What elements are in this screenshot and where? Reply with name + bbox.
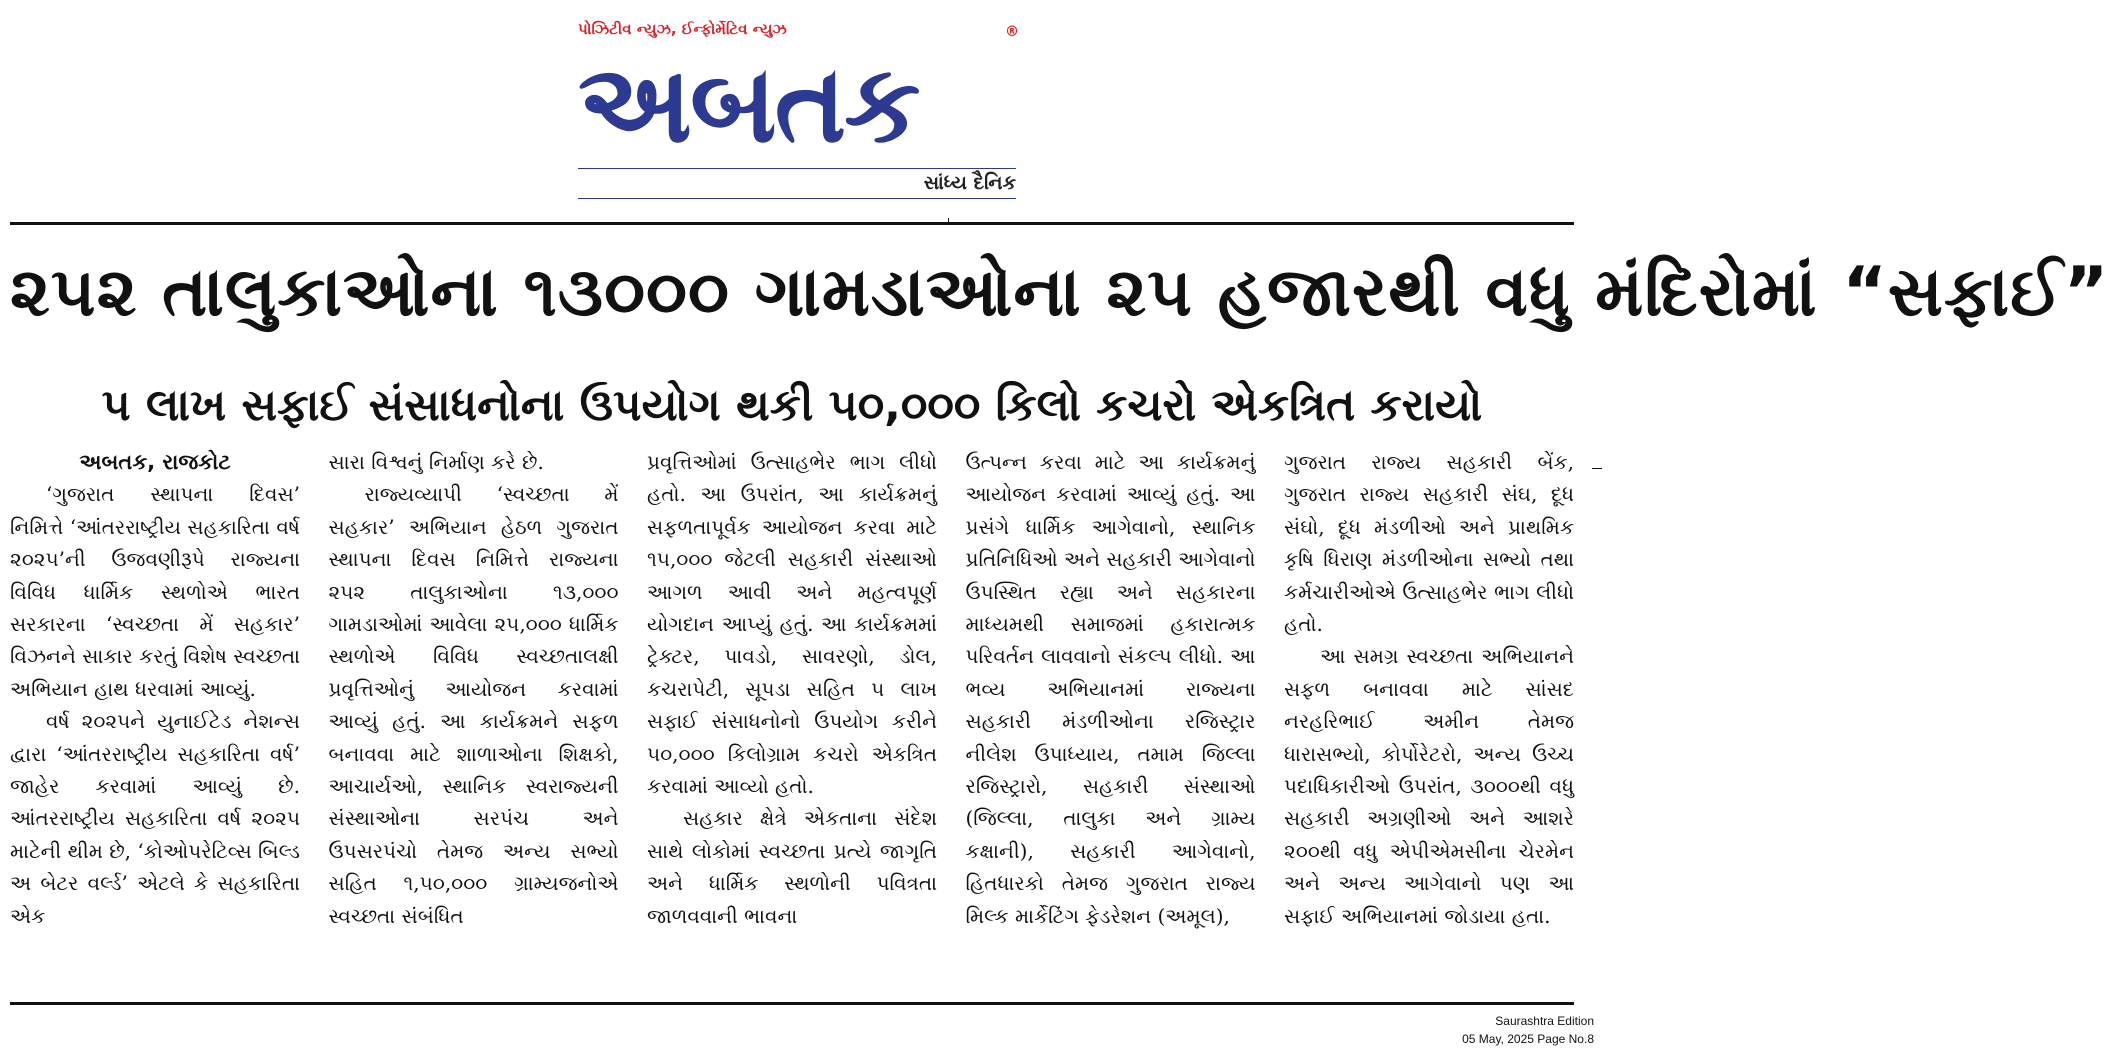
- article-headline: ૨૫૨ તાલુકાઓના ૧૩૦૦૦ ગામડાઓના ૨૫ હજારથી વધુ મંદિરોમાં “સફાઈ”: [10, 253, 2109, 332]
- article-paragraph: સારા વિશ્વનું નિર્માણ કરે છે.: [328, 450, 544, 474]
- article-paragraph: રાજ્યવ્યાપી ‘સ્વચ્છતા મેં સહકાર’ અભિયાન હેઠળ ગુજરાત સ્થાપના દિવસ નિમિત્તે રાજ્યના ૨૫૨ તાલુકાઓના ૧૩,૦૦૦ ગામડાઓમાં આવેલા ૨૫,૦૦૦ ધાર્મિક સ્થળોએ વિવિધ સ્વચ્છતાલક્ષી પ્રવૃત્તિઓનું આયોજન કરવામાં આવ્યું હતું. આ કાર્યક્રમને સફળ બનાવવા માટે શાળાઓના શિક્ષકો, આચાર્યઓ, સ્થાનિક સ્વરાજ્યની સંસ્થાઓના સરપંચ અને ઉપસરપંચો તેમજ અન્ય સભ્યો સહિત ૧,૫૦,૦૦૦ ગ્રામ્યજનોએ સ્વચ્છતા સંબંધિત: [328, 482, 619, 928]
- article-column-3: [647, 446, 937, 994]
- top-divider: [10, 222, 1574, 225]
- page-footer: [1294, 1012, 1594, 1048]
- edition-type-label: સાંધ્ય દૈનિક: [923, 172, 1016, 194]
- bottom-divider: [10, 1002, 1574, 1005]
- article-paragraph: ‘ગુજરાત સ્થાપના દિવસ’ નિમિત્તે ‘આંતરરાષ્ટ્રીય સહકારિતા વર્ષ ૨૦૨૫’ની ઉજવણીરૂપે રાજ્યના વિવિધ ધાર્મિક સ્થળોએ ભારત સરકારના ‘સ્વચ્છતા મેં સહકાર’ વિઝનને સાકાર કરતું વિશેષ સ્વચ્છતા અભિયાન હાથ ધરવામાં આવ્યું.: [10, 482, 300, 701]
- registered-mark: ®: [1005, 24, 1019, 40]
- article-column-4: [966, 446, 1256, 994]
- masthead-tagline: પોઝિટીવ ન્યુઝ, ઈન્ફોર્મેટિવ ન્યુઝ: [578, 20, 787, 38]
- article-paragraph: વર્ષ ૨૦૨૫ને યુનાઈટેડ નેશન્સ દ્વારા ‘આંતરરાષ્ટ્રીય સહકારિતા વર્ષ’ જાહેર કરવામાં આવ્યું છે. આંતરરાષ્ટ્રીય સહકારિતા વર્ષ ૨૦૨૫ માટેની થીમ છે, ‘કોઓપરેટિવ્સ બિલ્ડ અ બેટર વર્લ્ડ’ એટલે કે સહકારિતા એક: [10, 709, 300, 928]
- divider-tick: [948, 218, 949, 223]
- article-column-2: [329, 446, 619, 994]
- newspaper-logo: અબતક: [578, 42, 919, 167]
- article-paragraph: ઉત્પન્ન કરવા માટે આ કાર્યક્રમનું આયોજન કરવામાં આવ્યું હતું. આ પ્રસંગે ધાર્મિક આગેવાનો, સ્થાનિક પ્રતિનિધિઓ અને સહકારી આગેવાનો ઉપસ્થિત રહ્યા અને સહકારના માધ્યમથી સમાજમાં હકારાત્મક પરિવર્તન લાવવાનો સંકલ્પ લીધો. આ ભવ્ય અભિયાનમાં રાજ્યના સહકારી મંડળીઓના રજિસ્ટ્રાર નીલેશ ઉપાધ્યાય, તમામ જિલ્લા રજિસ્ટ્રારો, સહકારી સંસ્થાઓ (જિલ્લા, તાલુકા અને ગ્રામ્ય કક્ષાની), સહકારી આગેવાનો, હિતધારકો તેમજ ગુજરાત રાજ્ય મિલ્ક માર્કેટિંગ ફેડરેશન (અમૂલ),: [965, 450, 1256, 928]
- article-paragraph: પ્રવૃત્તિઓમાં ઉત્સાહભેર ભાગ લીધો હતો. આ ઉપરાંત, આ કાર્યક્રમનું સફળતાપૂર્વક આયોજન કરવા માટે ૧૫,૦૦૦ જેટલી સહકારી સંસ્થાઓ આગળ આવી અને મહત્વપૂર્ણ યોગદાન આપ્યું હતું. આ કાર્યક્રમમાં ટ્રેક્ટર, પાવડો, સાવરણો, ડોલ, કચરાપેટી, સૂપડા સહિત ૫ લાખ સફાઈ સંસાધનોનો ઉપયોગ કરીને ૫૦,૦૦૦ કિલોગ્રામ કચરો એકત્રિત કરવામાં આવ્યો હતો.: [647, 450, 937, 799]
- date-page-label: 05 May, 2025 Page No.8: [1462, 1032, 1594, 1046]
- masthead: [0, 0, 1602, 212]
- logo-divider: [578, 168, 1016, 169]
- edition-label: Saurashtra Edition: [1495, 1014, 1594, 1028]
- article-column-1: [10, 446, 300, 994]
- article-paragraph: આ સમગ્ર સ્વચ્છતા અભિયાનને સફળ બનાવવા માટે સાંસદ નરહરિભાઈ અમીન તેમજ ધારાસભ્યો, કોર્પોરેટરો, અન્ય ઉચ્ચ પદાધિકારીઓ ઉપરાંત, ૩૦૦૦થી વધુ સહકારી અગ્રણીઓ અને આશરે ૨૦૦થી વધુ એપીએમસીના ચેરમેન અને અન્ય આગેવાનો પણ આ સફાઈ અભિયાનમાં જોડાયા હતા.: [1284, 644, 1574, 928]
- article-column-5: [1284, 446, 1574, 994]
- article-dateline: અબતક, રાજકોટ: [79, 450, 231, 474]
- article-paragraph: સહકાર ક્ષેત્રે એકતાના સંદેશ સાથે લોકોમાં સ્વચ્છતા પ્રત્યે જાગૃતિ અને ધાર્મિક સ્થળોની પવિત્રતા જાળવવાની ભાવના: [647, 806, 937, 928]
- logo-underline: [578, 198, 1016, 199]
- margin-tick: [1592, 468, 1602, 469]
- article-paragraph: ગુજરાત રાજ્ય સહકારી બેંક, ગુજરાત રાજ્ય સહકારી સંઘ, દૂધ સંઘો, દૂધ મંડળીઓ અને પ્રાથમિક કૃષિ ધિરાણ મંડળીઓના સભ્યો તથા કર્મચારીઓએ ઉત્સાહભેર ભાગ લીધો હતો.: [1284, 450, 1574, 637]
- article-subheadline: ૫ લાખ સફાઈ સંસાધનોના ઉપયોગ થકી ૫૦,૦૦૦ કિલો કચરો એકત્રિત કરાયો: [101, 380, 1483, 431]
- article-body: [10, 446, 1574, 994]
